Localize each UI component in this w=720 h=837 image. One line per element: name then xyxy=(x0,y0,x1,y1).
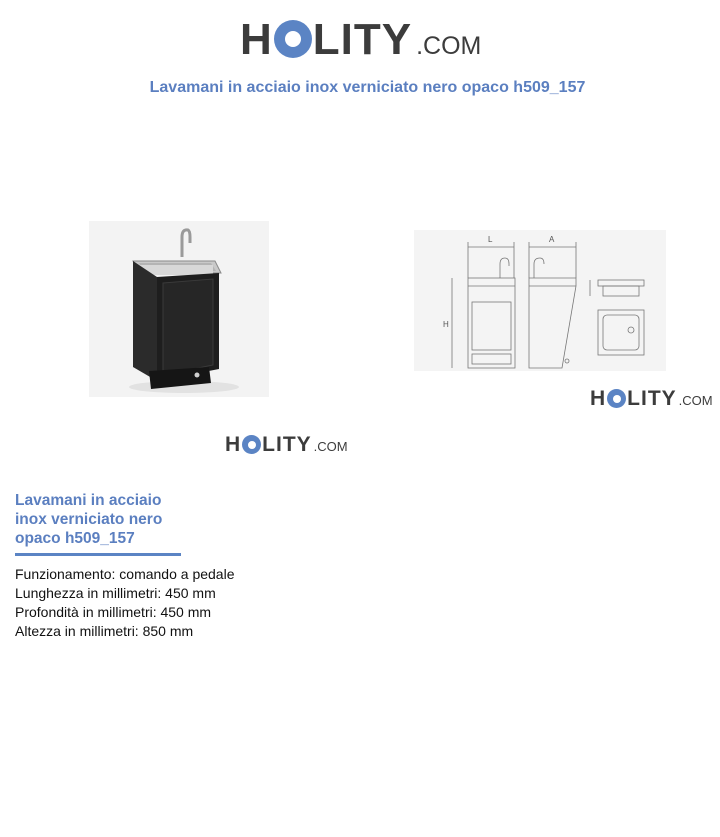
product-title: Lavamani in acciaio inox verniciato nero opaco h509_157 xyxy=(15,492,163,547)
technical-drawing-icon xyxy=(414,230,666,371)
logo-letters: LITY xyxy=(262,433,312,456)
logo-letter-h: H xyxy=(240,15,273,64)
spec-list xyxy=(15,565,234,641)
title-divider xyxy=(15,553,181,556)
logo-domain: .COM xyxy=(313,439,348,454)
holity-logo-small xyxy=(590,386,713,413)
logo-domain: .COM xyxy=(416,32,482,60)
spec-item: Funzionamento: comando a pedale xyxy=(15,566,235,582)
dim-label-h: H xyxy=(443,320,449,329)
spec-item: Profondità in millimetri: 450 mm xyxy=(15,604,212,620)
page-title: Lavamani in acciaio inox verniciato nero opaco h509_157 xyxy=(149,79,586,96)
logo-letters: LITY xyxy=(627,387,677,410)
spec-item: Altezza in millimetri: 850 mm xyxy=(15,623,194,639)
sink-cabinet-photo-icon xyxy=(89,221,269,397)
spec-item: Lunghezza in millimetri: 450 mm xyxy=(15,585,216,601)
dim-label-a: A xyxy=(549,235,555,244)
holity-logo-small xyxy=(225,432,348,459)
product-photo xyxy=(89,221,269,397)
dim-label-l: L xyxy=(488,235,493,244)
logo-o-icon xyxy=(607,389,626,408)
technical-drawing xyxy=(414,230,666,371)
logo-o-icon xyxy=(242,435,261,454)
holity-logo xyxy=(240,14,481,66)
logo-letter-h: H xyxy=(225,433,242,456)
logo-letter-h: H xyxy=(590,387,607,410)
logo-o-icon xyxy=(274,20,312,58)
logo-letters: LITY xyxy=(312,15,413,64)
logo-domain: .COM xyxy=(678,393,713,408)
